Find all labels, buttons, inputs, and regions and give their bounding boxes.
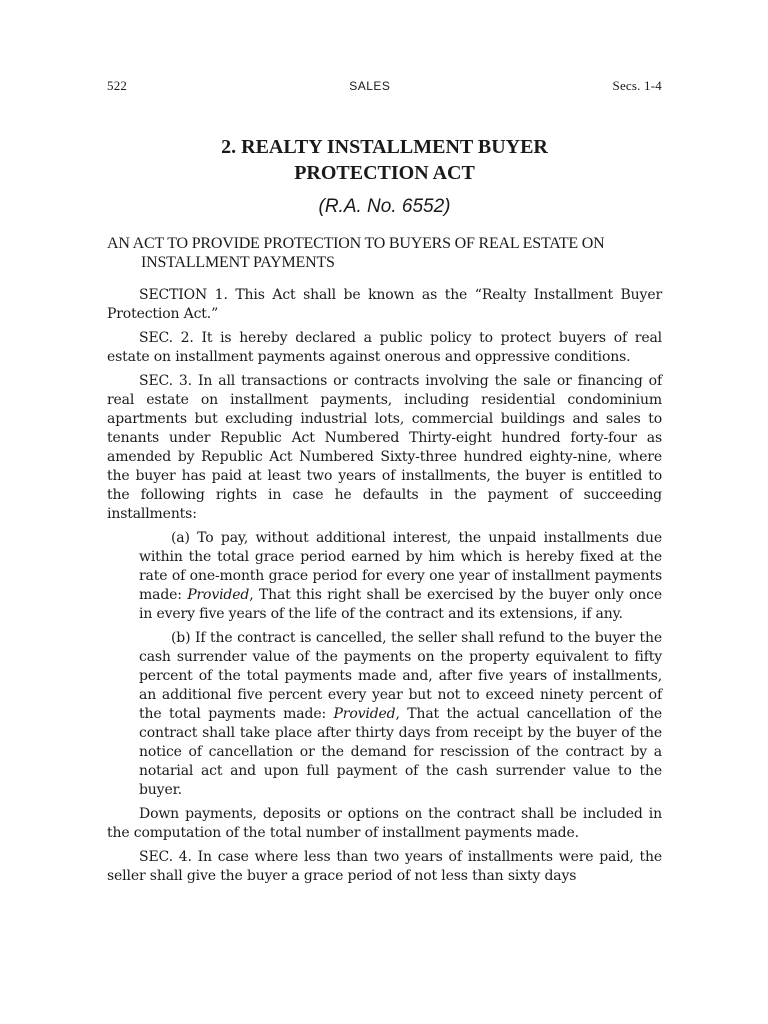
section-3-b [139,629,662,800]
section-3-a [139,529,662,624]
section-3-b-text-end: , That the actual cancellation of the contract shall take place after thirty days from receipt by the buyer of the notice of cancellation or the demand for rescission of the contract by a notarial act and upon full payment of the cash surrender value to the buyer. [139,706,662,798]
section-3-a-text: (a) To pay, without additional interest, the unpaid installments due within the total grace period earned by him which is hereby fixed at the rate of one-month grace period for every one year of installment payments made: [139,530,662,603]
section-range: Secs. 1-4 [612,78,662,93]
act-heading-line-1: 2. REALTY INSTALLMENT BUYER [221,136,548,158]
section-1: SECTION 1. This Act shall be known as the “Realty Installment Buyer Protection Act.” [107,287,662,322]
running-title: SALES [349,79,391,93]
act-heading [107,134,662,186]
down-payments-paragraph: Down payments, deposits or options on the contract shall be included in the computation of the total number of installment payments made. [107,806,662,841]
section-3: SEC. 3. In all transactions or contracts involving the sale or financing of real estate on installment payments, including residential condominium apartments but excluding industrial lots, commercial buildings and sales to tenants under Republic Act Numbered Thirty-eight hundred forty-four as amended by Republic Act Numbered Sixty-three hundred eighty-nine, where the buyer has paid at least two years of installments, the buyer is entitled to the following rights in case he defaults in the payment of succeeding installments: [107,373,662,522]
act-long-title: AN ACT TO PROVIDE PROTECTION TO BUYERS OF REAL ESTATE ON INSTALLMENT PAYMENTS [107,235,605,271]
section-3-a-text-end: , That this right shall be exercised by the buyer only once in every five years of the life of the contract and its extensions, if any. [139,587,663,622]
section-2: SEC. 2. It is hereby declared a public policy to protect buyers of real estate on installment payments against onerous and oppressive conditions. [107,330,662,365]
section-3-b-text: (b) If the contract is cancelled, the seller shall refund to the buyer the cash surrender value of the payments on the property equivalent to fifty percent of the total payments made and, after five years of installments, an additional five percent every year but not to exceed ninety percent of the total payments made: [139,630,662,722]
section-3-a-proviso: Provided [187,587,250,603]
act-heading-line-2: PROTECTION ACT [294,162,475,184]
section-3-b-proviso: Provided [333,706,396,722]
running-header [107,78,662,94]
section-4: SEC. 4. In case where less than two years of installments were paid, the seller shall give the buyer a grace period of not less than sixty days [107,849,662,884]
act-number: (R.A. No. 6552) [318,196,451,217]
page-number: 522 [107,78,128,93]
